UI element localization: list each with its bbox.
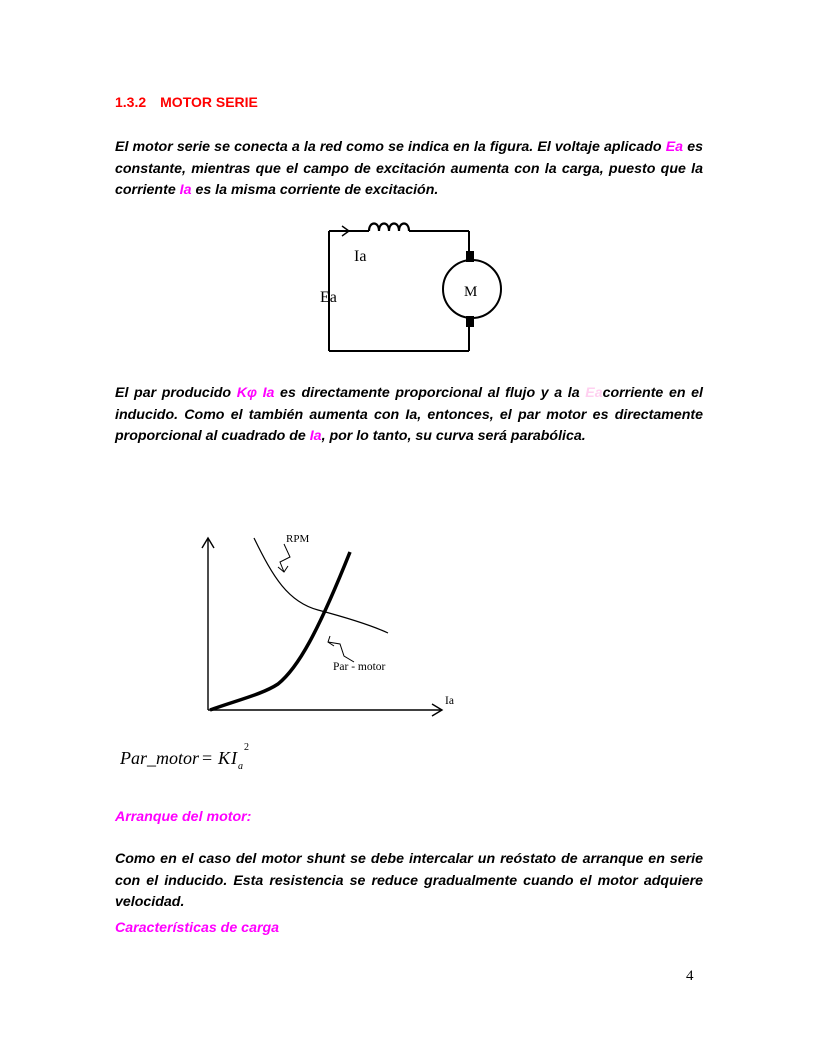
intro-paragraph — [115, 137, 703, 202]
section-title: MOTOR SERIE — [160, 94, 258, 110]
rpm-label: RPM — [286, 533, 310, 545]
characteristic-curves-graph — [198, 492, 518, 724]
formula-subscript: a — [238, 761, 243, 772]
ia-term: Ia — [179, 182, 192, 198]
page-number: 4 — [686, 968, 694, 984]
intro-text-2: es constante, mientras que el campo de excitación aumenta con la carga, puesto que la corriente — [115, 139, 703, 198]
series-motor-circuit-diagram — [318, 208, 520, 360]
circuit-current-label: Ia — [354, 248, 367, 265]
torque-label: Par - motor — [333, 661, 386, 673]
startup-paragraph: Como en el caso del motor shunt se debe intercalar un reóstato de arranque en serie con el inducido. Esta resistencia se reduce gradualmente cuando el motor adquiere velocidad. — [115, 851, 703, 910]
load-characteristics-heading: Características de carga — [115, 920, 280, 936]
formula-equals: = — [202, 748, 213, 768]
motor-label: M — [464, 284, 478, 300]
torque-paragraph — [115, 383, 703, 448]
kphi-term: Kφ Ia — [236, 385, 275, 401]
section-number: 1.3.2 — [115, 94, 147, 110]
intro-text-1: El motor serie se conecta a la red como se indica en la figura. El voltaje aplicado — [115, 139, 666, 155]
torque-text-3: corriente en el inducido. Como el también aumenta con Ia, entonces, el par motor es directamente proporcional al cuadrado de — [115, 385, 703, 444]
formula-lhs: Par_motor — [120, 748, 200, 768]
torque-text-4: , por lo tanto, su curva será parabólica. — [321, 428, 586, 444]
torque-curve — [210, 552, 350, 710]
faint-term: Ea — [585, 385, 603, 401]
ea-term: Ea — [665, 139, 684, 155]
formula-exponent: 2 — [244, 742, 249, 753]
torque-text-1: El par producido — [115, 385, 237, 401]
formula-i: I — [231, 748, 237, 768]
ia-term-2: Ia — [309, 428, 322, 444]
formula-k: K — [218, 748, 231, 768]
startup-heading: Arranque del motor: — [115, 809, 252, 825]
torque-formula — [120, 740, 260, 780]
brush-bottom — [466, 316, 474, 327]
brush-top — [466, 251, 474, 262]
intro-text-3: es la misma corriente de excitación. — [191, 182, 439, 198]
section-heading — [115, 94, 258, 110]
circuit-voltage-label: Ea — [320, 289, 337, 306]
torque-text-2: es directamente proporcional al flujo y a la — [274, 385, 586, 401]
x-axis-label: Ia — [445, 695, 454, 707]
